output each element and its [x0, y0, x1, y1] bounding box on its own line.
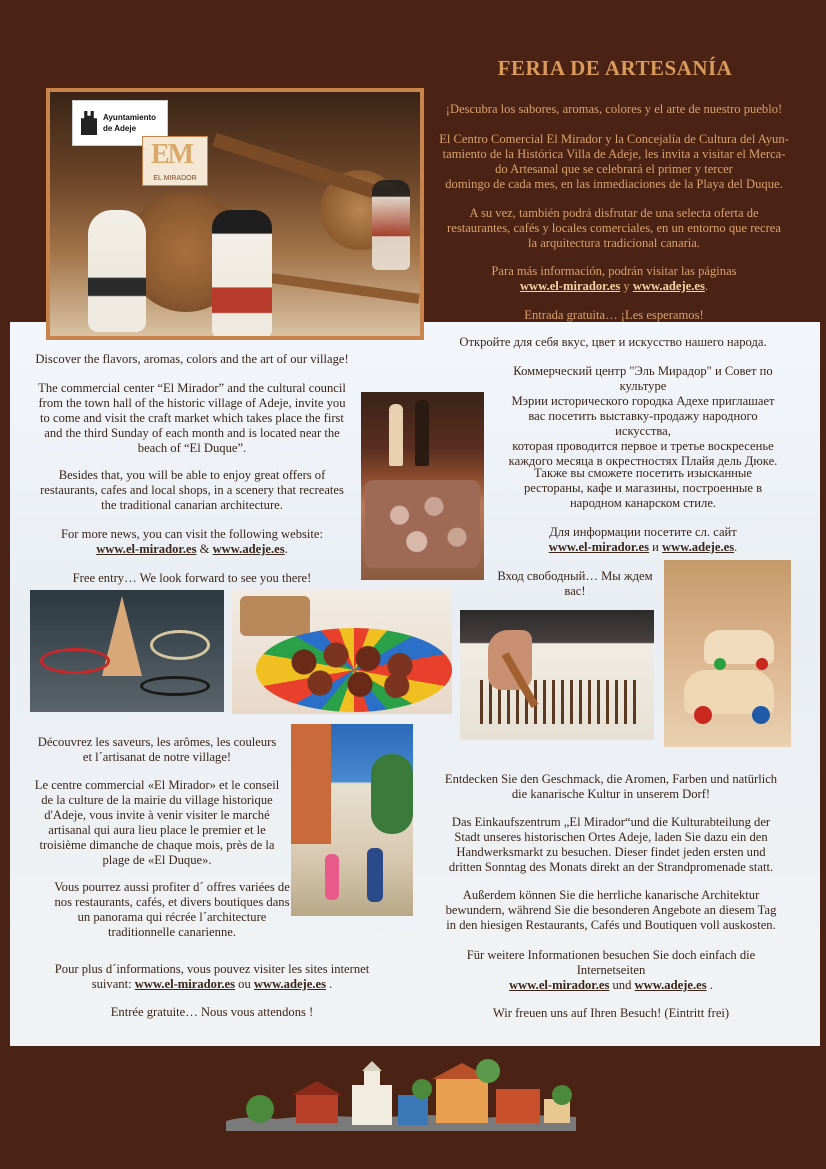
russian-paragraph-2: Также вы сможете посетить изысканные рестораны, кафе и магазины, построенные в народном канарском стиле. — [523, 466, 763, 510]
russian-intro: Откройте для себя вкус, цвет и искусство нашего народа. — [459, 335, 767, 349]
spanish-free-entry: Entrada gratuita… ¡Les esperamos! — [524, 308, 704, 322]
muffins-image — [272, 634, 432, 704]
english-paragraph-2: Besides that, you will be able to enjoy great offers of restaurants, cafes and local shops, in a scenery that recreates the traditional canarian architecture. — [40, 468, 344, 512]
spanish-paragraph-3: Para más información, podrán visitar las páginas www.el-mirador.es y www.adeje.es. — [491, 264, 737, 293]
figurine-man-image — [212, 210, 272, 338]
german-free-entry: Wir freuen uns auf Ihren Besuch! (Eintritt frei) — [492, 1006, 730, 1020]
link-adeje[interactable]: www.adeje.es — [632, 279, 705, 293]
church-shape — [352, 1085, 392, 1125]
hero-photo-figurines — [46, 88, 424, 340]
toy-wheel-image — [752, 706, 770, 724]
wine-bottle-image — [389, 404, 403, 466]
adeje-logo: Ayuntamiento de Adeje — [72, 100, 168, 146]
photo-jewelry — [30, 590, 224, 712]
photo-street — [291, 724, 413, 916]
cart-beam-image — [250, 270, 420, 304]
link-el-mirador[interactable]: www.el-mirador.es — [96, 542, 197, 556]
english-intro: Discover the flavors, aromas, colors and the art of our village! — [35, 352, 349, 366]
cart-beam-image — [212, 133, 397, 205]
french-paragraph-3: Pour plus d´informations, vous pouvez visiter les sites internet suivant: www.el-mirador.es ou www.adeje.es . — [54, 962, 370, 991]
photo-sausages — [361, 392, 484, 580]
tree-shape — [412, 1079, 432, 1099]
spanish-paragraph-2: A su vez, también podrá disfrutar de una selecta oferta de restaurantes, cafés y locales comerciales, en un entorno que recrea la arquitectura tradicional canaria. — [447, 206, 781, 250]
french-intro: Découvrez les saveurs, les arômes, les couleurs et l´artisanat de notre village! — [37, 735, 277, 764]
german-paragraph-1: Das Einkaufszentrum „El Mirador“und die Kulturabteilung der Stadt unseres historischen Ortes Adeje, laden Sie dazu ein den Handwerksmarkt zu besuchen. Dieser findet jeden ersten und dritten Sonntag des Monats direkt an der Strandpromenade statt. — [448, 815, 774, 874]
bracelet-image — [140, 676, 210, 696]
pastry-tray-image — [240, 596, 310, 636]
link-el-mirador[interactable]: www.el-mirador.es — [134, 977, 236, 991]
bell-tower-shape — [364, 1069, 380, 1087]
tree-shape — [246, 1095, 274, 1123]
english-paragraph-3: For more news, you can visit the following website: www.el-mirador.es & www.adeje.es. — [61, 527, 323, 556]
photo-wooden-toys — [664, 560, 791, 747]
link-el-mirador[interactable]: www.el-mirador.es — [519, 279, 621, 293]
building-image — [291, 724, 331, 844]
photo-pyrography — [460, 610, 654, 740]
house-shape — [436, 1077, 488, 1123]
german-paragraph-2: Außerdem können Sie die herrliche kanarische Architektur bewundern, während Sie die besonderen Angebote an diesem Tag in den hiesigen Restaurants, Cafés und Boutiquen voll auskosten. — [445, 888, 777, 932]
link-el-mirador[interactable]: www.el-mirador.es — [548, 540, 649, 554]
bracelet-image — [40, 648, 110, 674]
link-adeje[interactable]: www.adeje.es — [212, 542, 285, 556]
english-free-entry: Free entry… We look forward to see you there! — [72, 571, 312, 585]
french-paragraph-2: Vous pourrez aussi profiter d´ offres variées de nos restaurants, cafés, et divers boutiques dans un panorama qui récrée l´architecture traditionnelle canarienne. — [54, 880, 290, 939]
german-paragraph-3: Für weitere Informationen besuchen Sie doch einfach die Internetseiten www.el-mirador.es und www.adeje.es . — [466, 948, 756, 992]
house-shape — [296, 1093, 338, 1123]
tower-roof-shape — [362, 1061, 382, 1071]
toy-wheel-image — [694, 706, 712, 724]
spanish-paragraph-1: El Centro Comercial El Mirador y la Concejalía de Cultura del Ayun- tamiento de la Histórica Villa de Adeje, les invita a visitar el Merca- do Artesanal que se celebrará el primer y tercer domingo de cada mes, en las inmediaciones de la Playa del Duque. — [439, 132, 789, 191]
link-adeje[interactable]: www.adeje.es — [662, 540, 735, 554]
house-shape — [496, 1089, 540, 1123]
link-adeje[interactable]: www.adeje.es — [634, 978, 707, 992]
person-image — [325, 854, 339, 900]
tree-shape — [552, 1085, 572, 1105]
sausage-pile-image — [365, 480, 480, 568]
toy-wheel-image — [756, 658, 768, 670]
german-intro: Entdecken Sie den Geschmack, die Aromen, Farben und natürlich die kanarische Kultur in unserem Dorf! — [444, 772, 778, 801]
roof-shape — [292, 1081, 342, 1095]
toy-wheel-image — [714, 658, 726, 670]
english-paragraph-1: The commercial center “El Mirador” and the cultural council from the town hall of the historic village of Adeje, invite you to come and visit the craft market which takes place the first and the third Sunday of each month and is located near the beach of “El Duque”. — [38, 381, 346, 455]
house-shape — [398, 1095, 428, 1125]
link-adeje[interactable]: www.adeje.es — [253, 977, 326, 991]
village-illustration — [226, 1055, 576, 1135]
page-title: FERIA DE ARTESANÍA — [497, 56, 733, 80]
russian-free-entry: Вход свободный… Мы ждем вас! — [497, 569, 653, 598]
el-mirador-logo: EM EL MIRADOR — [142, 136, 208, 186]
french-paragraph-1: Le centre commercial «El Mirador» et le conseil de la culture de la mairie du village historique d'Adeje, vous invite à venir visiter le marché artisanal qui aura lieu place le premier et le troisième dimanche de chaque mois, près de la plage de «El Duque». — [34, 778, 280, 867]
adeje-crest-icon — [81, 111, 97, 135]
russian-paragraph-3: Для информации посетите сл. сайт www.el-mirador.es и www.adeje.es. — [548, 525, 738, 554]
figurine-background-image — [372, 180, 410, 270]
russian-paragraph-1: Коммерческий центр "Эль Мирадор" и Совет по культуре Мэрии исторического городка Адехе приглашает вас посетить выставку-продажу народного искусства, которая проводится первое и третье воскресенье каждого месяца в окрестностях Плайя дель Дюке. — [508, 364, 778, 468]
wine-bottle-image — [415, 400, 429, 466]
spanish-intro: ¡Descubra los sabores, aromas, colores y el arte de nuestro pueblo! — [445, 102, 783, 116]
tree-shape — [476, 1059, 500, 1083]
bracelet-image — [150, 630, 210, 660]
french-free-entry: Entrée gratuite… Nous vous attendons ! — [110, 1005, 314, 1019]
photo-pastries — [232, 590, 452, 714]
person-image — [367, 848, 383, 902]
figurine-woman-image — [88, 210, 146, 332]
tree-image — [371, 754, 413, 834]
link-el-mirador[interactable]: www.el-mirador.es — [509, 978, 610, 992]
